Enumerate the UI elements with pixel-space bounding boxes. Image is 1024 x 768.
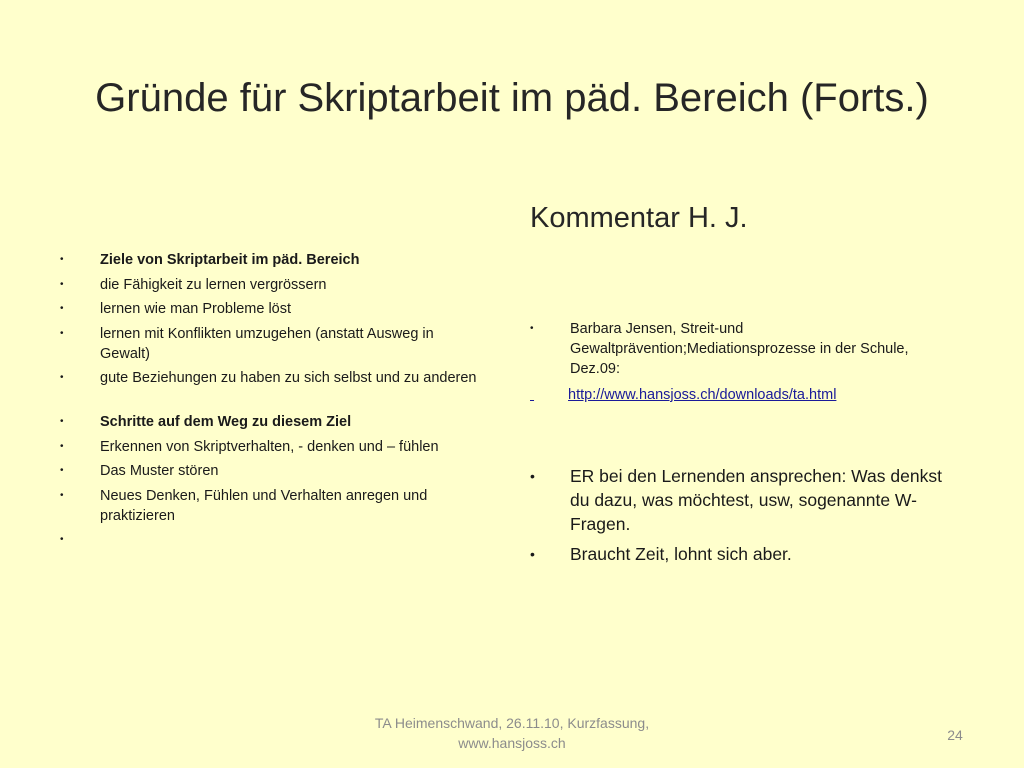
list-item-text: Braucht Zeit, lohnt sich aber. xyxy=(570,544,792,564)
list-item xyxy=(60,368,480,388)
list-item xyxy=(530,542,960,566)
bullet-icon: • xyxy=(530,546,535,562)
list-item xyxy=(60,324,480,364)
bullet-icon: • xyxy=(60,489,64,501)
bullet-icon: • xyxy=(60,278,64,290)
link-line xyxy=(530,385,970,405)
list-item xyxy=(60,412,480,432)
list-item-text: die Fähigkeit zu lernen vergrössern xyxy=(100,276,327,293)
bullet-icon: • xyxy=(530,323,534,334)
list-item-text: Schritte auf dem Weg zu diesem Ziel xyxy=(100,414,352,430)
left-bullet-list xyxy=(60,250,480,555)
list-item-text: Neues Denken, Fühlen und Verhalten anregen und praktizieren xyxy=(100,487,428,524)
downloads-link[interactable]: http://www.hansjoss.ch/downloads/ta.html xyxy=(568,387,837,403)
bullet-icon: • xyxy=(60,534,64,545)
list-item xyxy=(60,299,480,319)
bullet-icon: • xyxy=(60,440,64,452)
link-underline-gap xyxy=(530,387,534,403)
list-item-text: gute Beziehungen zu haben zu sich selbst und zu anderen xyxy=(100,370,477,386)
list-item xyxy=(530,319,950,379)
bullet-icon: • xyxy=(60,327,64,339)
footer-line: www.hansjoss.ch xyxy=(458,735,566,751)
list-item xyxy=(60,437,480,457)
reference-list xyxy=(530,319,950,385)
bullet-icon: • xyxy=(60,416,64,427)
list-item xyxy=(60,275,480,295)
comment-heading: Kommentar H. J. xyxy=(530,202,748,234)
list-item xyxy=(60,530,480,550)
list-item-text: lernen mit Konflikten umzugehen (anstatt Ausweg in Gewalt) xyxy=(100,325,434,362)
list-item-text: Das Muster stören xyxy=(100,463,219,479)
list-item xyxy=(60,461,480,481)
reference-text: Barbara Jensen, Streit-und Gewaltprävention;Mediationsprozesse in der Schule, Dez.09: xyxy=(570,321,909,377)
list-item-text: Erkennen von Skriptverhalten, - denken und – fühlen xyxy=(100,438,439,455)
bullet-icon: • xyxy=(60,465,64,476)
bullet-icon: • xyxy=(60,254,64,265)
bullet-icon: • xyxy=(530,468,535,484)
footer-line: TA Heimenschwand, 26.11.10, Kurzfassung, xyxy=(374,715,650,731)
list-item-text: ER bei den Lernenden ansprechen: Was denkst du dazu, was möchtest, usw, sogenannte W-Fragen. xyxy=(570,466,942,534)
list-item xyxy=(60,250,480,270)
footer xyxy=(350,713,674,753)
list-item-text: Ziele von Skriptarbeit im päd. Bereich xyxy=(100,252,360,268)
right-bullet-list xyxy=(530,464,960,572)
list-item-text: lernen wie man Probleme löst xyxy=(100,301,292,317)
bullet-icon: • xyxy=(60,303,64,314)
slide-title: Gründe für Skriptarbeit im päd. Bereich (Forts.) xyxy=(95,76,929,120)
list-item xyxy=(530,464,960,536)
page-number: 24 xyxy=(947,727,963,743)
bullet-icon: • xyxy=(60,372,64,383)
list-item xyxy=(60,486,480,526)
